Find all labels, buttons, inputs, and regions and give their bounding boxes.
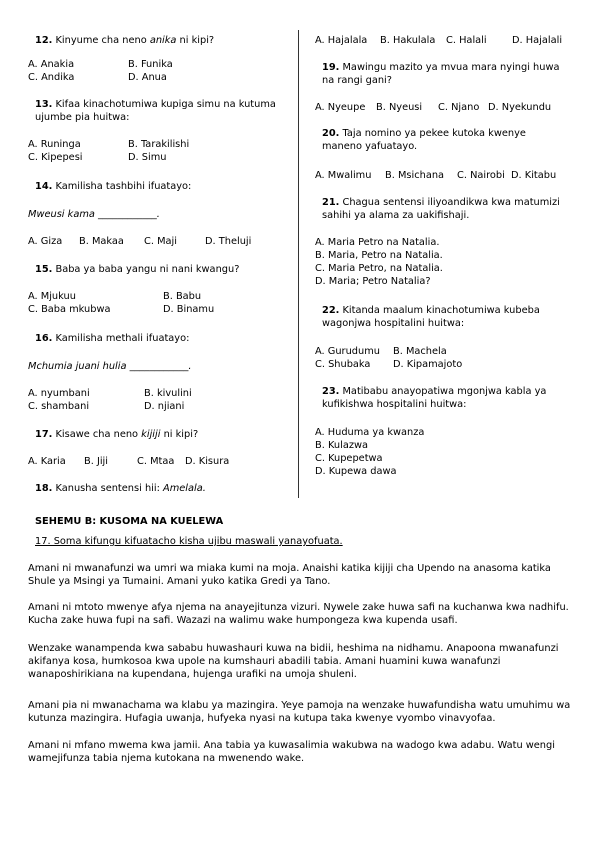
option-16-a: A. nyumbani	[28, 388, 90, 399]
question-keyword: kijiji	[141, 429, 161, 440]
question-text: ni kipi?	[160, 429, 199, 440]
passage-paragraph-1-line-2: Shule ya Msingi ya Tumaini. Amani yuko katika Gredi ya Tano.	[28, 576, 331, 587]
option-19-d: D. Nyekundu	[488, 102, 552, 113]
option-15-c: C. Baba mkubwa	[28, 304, 111, 315]
option-21-c: C. Maria Petro, na Natalia.	[315, 263, 443, 274]
passage-paragraph-2-line-2: Kucha zake huwa fupi na safi. Wazazi na walimu wake humpongeza kwa kupenda usafi.	[28, 615, 458, 626]
option-23-a: A. Huduma ya kwanza	[315, 427, 425, 438]
option-18-c: C. Halali	[446, 35, 487, 46]
question-text: Kifaa kinachotumiwa kupiga simu na kutuma	[55, 99, 276, 110]
option-14-b: B. Makaa	[79, 236, 124, 247]
question-number: 16.	[35, 333, 53, 344]
option-23-d: D. Kupewa dawa	[315, 466, 397, 477]
question-13-line-2: ujumbe pia huitwa:	[35, 112, 130, 123]
question-number: 20.	[322, 128, 340, 139]
question-keyword: Amelala.	[163, 483, 206, 494]
question-text: Kitanda maalum kinachotumiwa kubeba	[342, 305, 540, 316]
option-13-c: C. Kipepesi	[28, 152, 83, 163]
passage-paragraph-4-line-2: kutunza mazingira. Hufagia uwanja, hufyeka nyasi na kutupa taka kwenye vyombo vinavyofaa.	[28, 713, 496, 724]
question-14	[35, 180, 191, 193]
question-number: 12.	[35, 35, 53, 46]
option-15-b: B. Babu	[163, 291, 202, 302]
option-18-d: D. Hajalali	[512, 35, 563, 46]
option-12-d: D. Anua	[128, 72, 167, 83]
passage-paragraph-3-line-2: akifanya kosa, humkosoa kwa upole na kumshauri abadili tabia. Amani huamini kuwa wanafunzi	[28, 656, 501, 667]
option-12-c: C. Andika	[28, 72, 75, 83]
question-text: Kinyume cha neno	[55, 35, 150, 46]
option-12-a: A. Anakia	[28, 59, 75, 70]
question-number: 17.	[35, 429, 53, 440]
question-15	[35, 263, 239, 276]
passage-paragraph-5-line-1: Amani ni mfano mwema kwa jamii. Ana tabia ya kuwasalimia wakubwa na wadogo kwa adabu. Watu wengi	[28, 740, 555, 751]
question-22	[322, 304, 540, 317]
question-number: 22.	[322, 305, 340, 316]
question-17	[35, 428, 198, 441]
question-number: 14.	[35, 181, 53, 192]
option-14-d: D. Theluji	[205, 236, 252, 247]
question-21-line-2: sahihi ya alama za uakifishaji.	[322, 210, 470, 221]
option-17-a: A. Karia	[28, 456, 66, 467]
option-16-b: B. kivulini	[144, 388, 192, 399]
option-14-a: A. Giza	[28, 236, 63, 247]
option-20-d: D. Kitabu	[511, 170, 557, 181]
section-b-heading: SEHEMU B: KUSOMA NA KUELEWA	[35, 516, 224, 527]
option-15-a: A. Mjukuu	[28, 291, 76, 302]
option-19-a: A. Nyeupe	[315, 102, 366, 113]
question-text: Mawingu mazito ya mvua mara nyingi huwa	[342, 62, 560, 73]
option-16-d: D. njiani	[144, 401, 185, 412]
simile-prompt: Mweusi kama ____________.	[28, 209, 160, 220]
option-22-c: C. Shubaka	[315, 359, 371, 370]
option-13-d: D. Simu	[128, 152, 167, 163]
option-22-b: B. Machela	[393, 346, 447, 357]
question-23	[322, 385, 546, 398]
column-divider	[298, 30, 299, 498]
question-20	[322, 127, 526, 140]
option-13-b: B. Tarakilishi	[128, 139, 190, 150]
question-text: Baba ya baba yangu ni nani kwangu?	[55, 264, 240, 275]
question-20-line-2: maneno yafuatayo.	[322, 141, 418, 152]
option-16-c: C. shambani	[28, 401, 90, 412]
passage-paragraph-3-line-1: Wenzake wanampenda kwa sababu huwashauri kuwa na bidii, heshima na nidhamu. Anapoona mwanafunzi	[28, 643, 559, 654]
question-keyword: anika	[149, 35, 177, 46]
question-16	[35, 332, 189, 345]
option-18-b: B. Hakulala	[380, 35, 436, 46]
option-15-d: D. Binamu	[163, 304, 215, 315]
option-13-a: A. Runinga	[28, 139, 81, 150]
option-17-c: C. Mtaa	[137, 456, 175, 467]
question-19-line-2: na rangi gani?	[322, 75, 392, 86]
question-number: 21.	[322, 197, 340, 208]
option-22-d: D. Kipamajoto	[393, 359, 463, 370]
question-12	[35, 34, 214, 47]
option-20-c: C. Nairobi	[457, 170, 505, 181]
option-23-c: C. Kupepetwa	[315, 453, 383, 464]
option-18-a: A. Hajalala	[315, 35, 368, 46]
option-17-b: B. Jiji	[84, 456, 109, 467]
option-19-c: C. Njano	[438, 102, 480, 113]
option-17-d: D. Kisura	[185, 456, 230, 467]
question-text: Kamilisha tashbihi ifuatayo:	[55, 181, 192, 192]
option-23-b: B. Kulazwa	[315, 440, 368, 451]
passage-paragraph-1-line-1: Amani ni mwanafunzi wa umri wa miaka kumi na moja. Anaishi katika kijiji cha Upendo na anasoma katika	[28, 563, 551, 574]
option-21-b: B. Maria, Petro na Natalia.	[315, 250, 443, 261]
passage-paragraph-3-line-3: wanaposhirikiana na kupendana, hujenga urafiki na umoja shuleni.	[28, 669, 357, 680]
option-12-b: B. Funika	[128, 59, 173, 70]
question-number: 23.	[322, 386, 340, 397]
question-22-line-2: wagonjwa hospitalini huitwa:	[322, 318, 465, 329]
option-14-c: C. Maji	[144, 236, 177, 247]
passage-paragraph-5-line-2: wamejifunza tabia njema kutokana na mwenendo wake.	[28, 753, 305, 764]
option-20-a: A. Mwalimu	[315, 170, 372, 181]
section-b-instruction: 17. Soma kifungu kifuatacho kisha ujibu maswali yanayofuata.	[35, 536, 343, 547]
question-number: 18.	[35, 483, 53, 494]
question-text: Taja nomino ya pekee kutoka kwenye	[342, 128, 526, 139]
option-20-b: B. Msichana	[385, 170, 445, 181]
question-text: ni kipi?	[176, 35, 215, 46]
option-22-a: A. Gurudumu	[315, 346, 380, 357]
question-text: Kamilisha methali ifuatayo:	[55, 333, 190, 344]
question-text: Kisawe cha neno	[55, 429, 142, 440]
question-text: Kanusha sentensi hii:	[55, 483, 164, 494]
proverb-prompt: Mchumia juani hulia ____________.	[28, 361, 192, 372]
question-13	[35, 98, 276, 111]
option-21-a: A. Maria Petro na Natalia.	[315, 237, 440, 248]
question-21	[322, 196, 560, 209]
question-23-line-2: kufikishwa hospitalini huitwa:	[322, 399, 467, 410]
question-number: 19.	[322, 62, 340, 73]
passage-paragraph-2-line-1: Amani ni mtoto mwenye afya njema na anayejitunza vizuri. Nywele zake huwa safi na kuchanwa kwa nadhifu.	[28, 602, 569, 613]
passage-paragraph-4-line-1: Amani pia ni mwanachama wa klabu ya mazingira. Yeye pamoja na wenzake huwafundisha watu umuhimu wa	[28, 700, 571, 711]
option-19-b: B. Nyeusi	[376, 102, 423, 113]
question-number: 13.	[35, 99, 53, 110]
question-text: Matibabu anayopatiwa mgonjwa kabla ya	[342, 386, 547, 397]
question-18	[35, 482, 206, 495]
question-text: Chagua sentensi iliyoandikwa kwa matumizi	[342, 197, 560, 208]
question-19	[322, 61, 560, 74]
question-number: 15.	[35, 264, 53, 275]
option-21-d: D. Maria; Petro Natalia?	[315, 276, 431, 287]
